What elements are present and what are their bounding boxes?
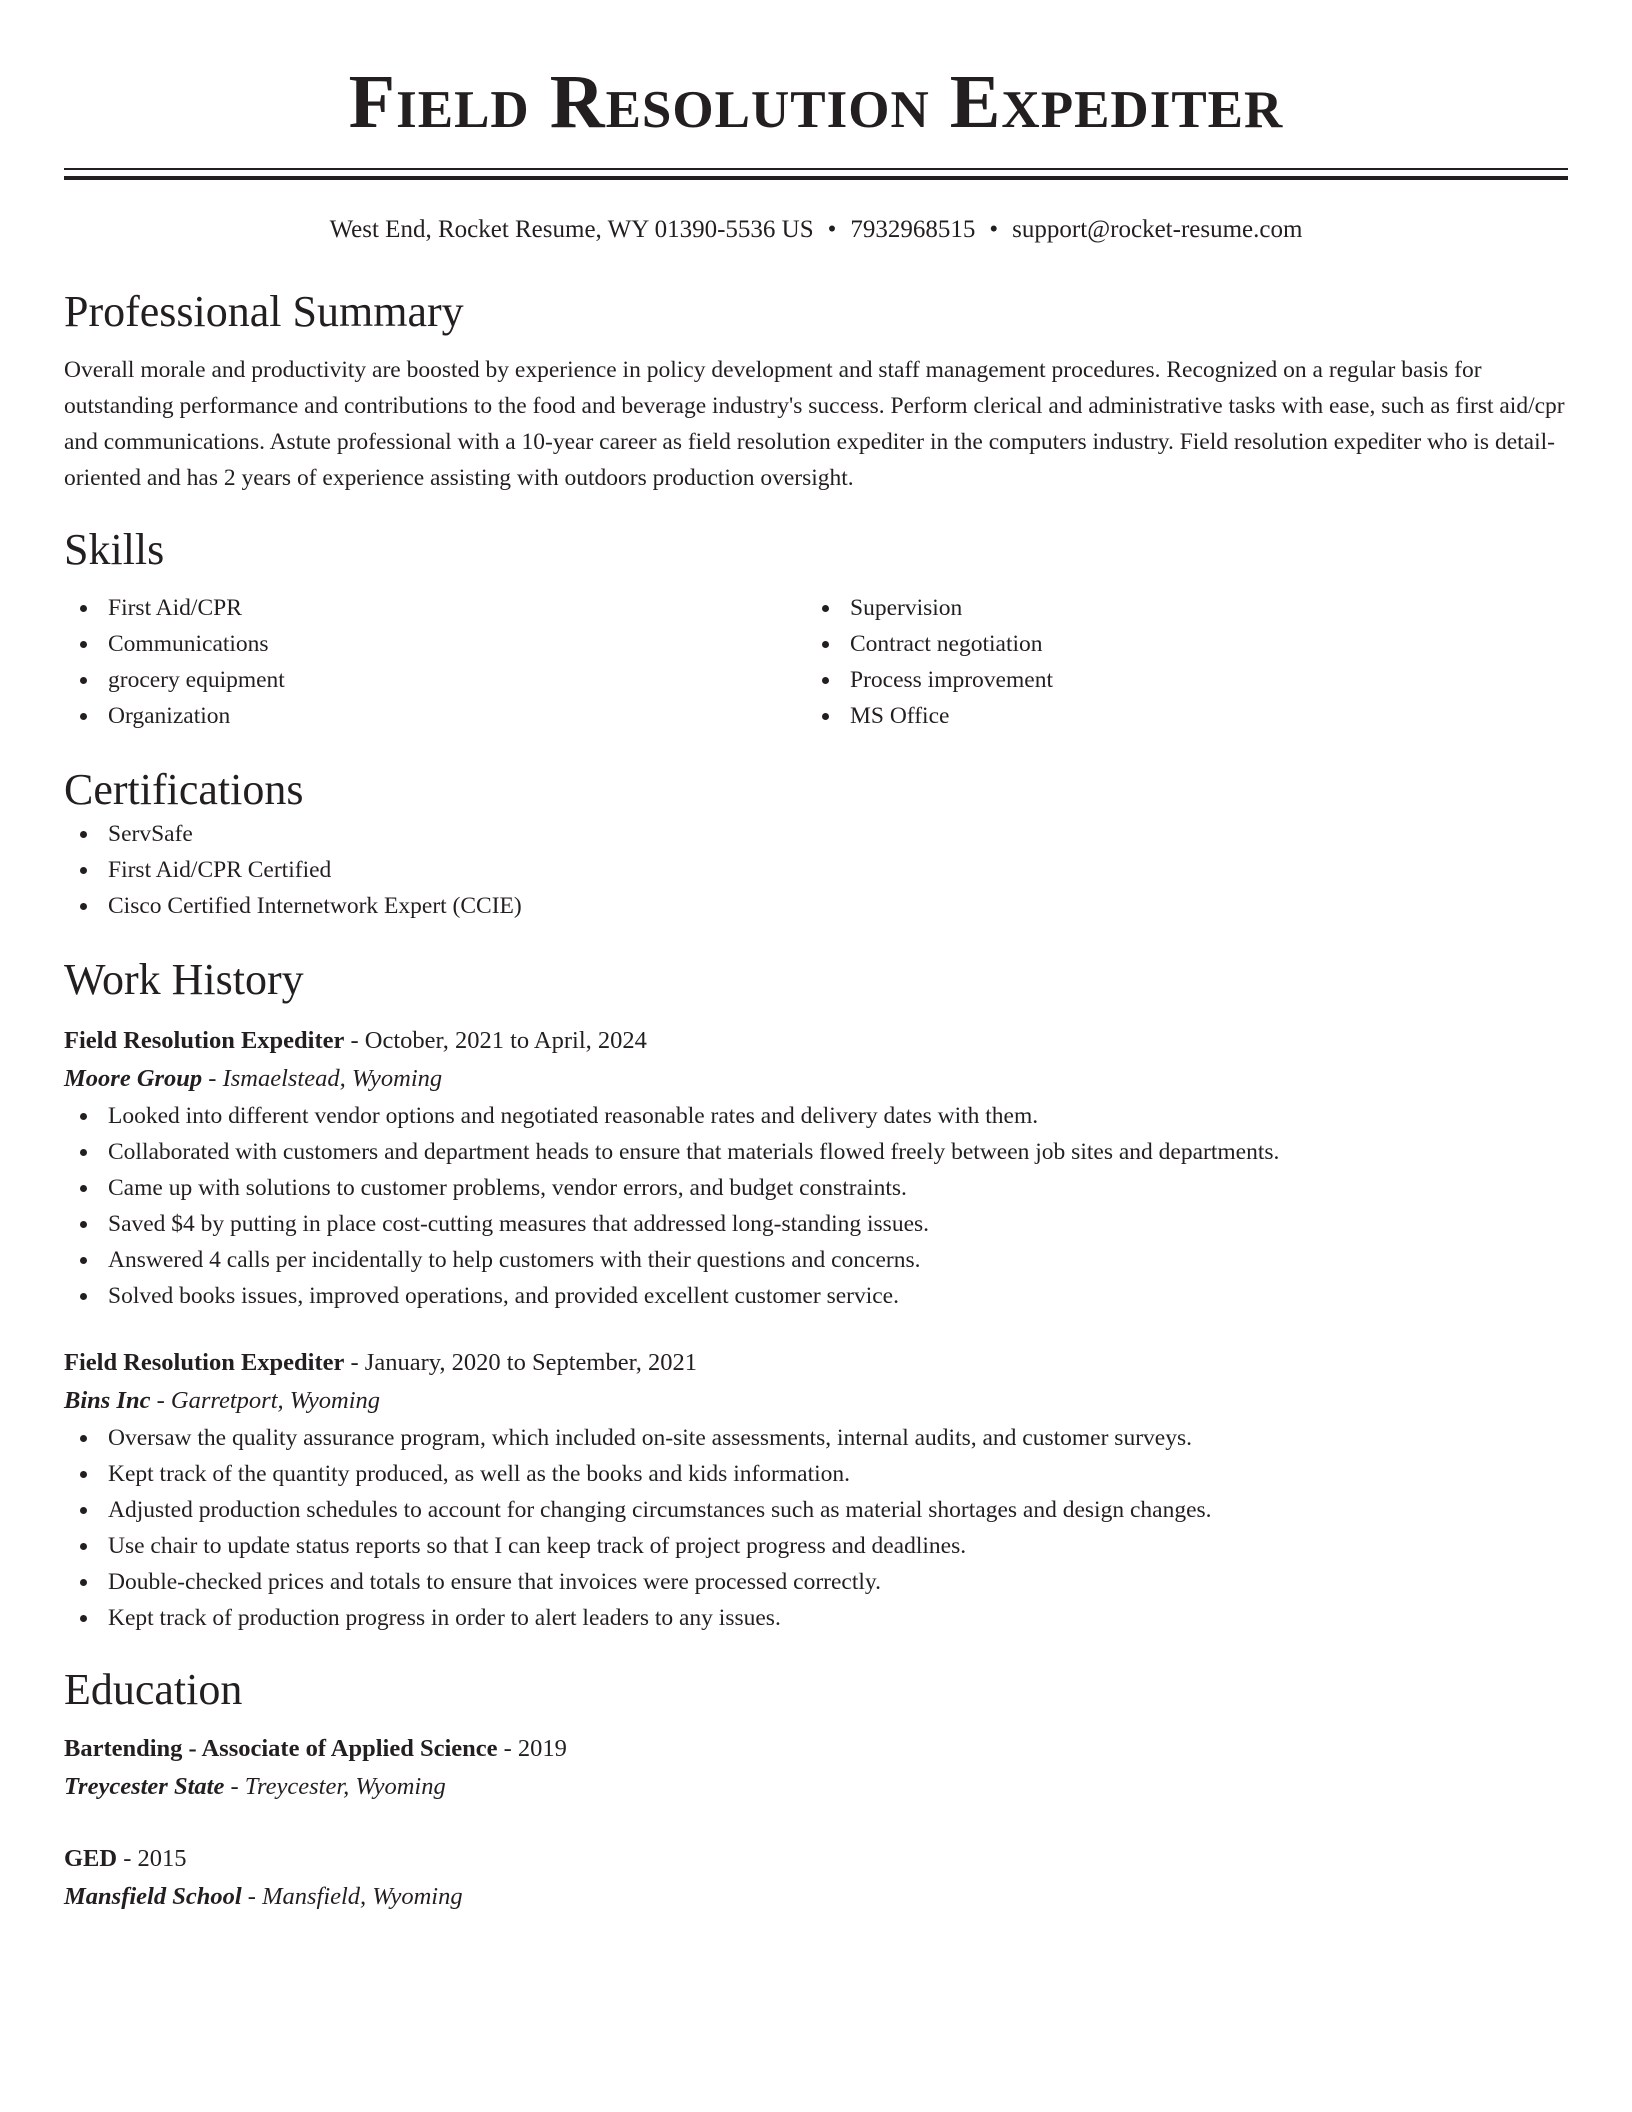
- education-degree-line: [64, 1840, 1568, 1878]
- job-company-line: [64, 1382, 1568, 1420]
- contact-address: West End, Rocket Resume, WY 01390-5536 US: [329, 216, 814, 243]
- skill-item: Communications: [64, 626, 806, 662]
- job-company: Moore Group: [64, 1065, 203, 1092]
- summary-text: Overall morale and productivity are boosted by experience in policy development and staff management procedures. Recognized on a regular basis for outstanding performance and contributions to the food and beverage industry's success. Perform clerical and administrative tasks with ease, such as first aid/cpr and communications. Astute professional with a 10-year career as field resolution expediter in the computers industry. Field resolution expediter who is detail-oriented and has 2 years of experience assisting with outdoors production oversight.: [64, 357, 1565, 491]
- contact-line: [64, 214, 1568, 246]
- job-duties-list: [64, 1098, 1568, 1314]
- job-entry: [64, 1344, 1568, 1636]
- job-location: - Garretport, Wyoming: [150, 1387, 381, 1414]
- header-divider-thick: [64, 176, 1568, 180]
- certification-item: ServSafe: [64, 816, 1568, 852]
- job-company: Bins Inc: [64, 1387, 151, 1414]
- skill-item: MS Office: [806, 698, 1548, 734]
- certifications-heading: Certifications: [64, 765, 304, 814]
- job-dates: - January, 2020 to September, 2021: [344, 1349, 697, 1376]
- education-degree: Bartending - Associate of Applied Science: [64, 1735, 498, 1762]
- summary-heading: Professional Summary: [64, 287, 464, 336]
- education-location: - Mansfield, Wyoming: [241, 1883, 463, 1910]
- skill-item: Organization: [64, 698, 806, 734]
- education-year: - 2019: [497, 1735, 567, 1762]
- job-duty: Solved books issues, improved operations, and provided excellent customer service.: [64, 1278, 1568, 1314]
- skill-item: First Aid/CPR: [64, 590, 806, 626]
- education-entry: [64, 1840, 1568, 1916]
- job-title-line: [64, 1022, 1568, 1060]
- skill-item: Contract negotiation: [806, 626, 1548, 662]
- education-degree-line: [64, 1730, 1568, 1768]
- job-entry: [64, 1022, 1568, 1314]
- certification-item: First Aid/CPR Certified: [64, 852, 1568, 888]
- work-history-heading: Work History: [64, 955, 304, 1004]
- job-duty: Double-checked prices and totals to ensure that invoices were processed correctly.: [64, 1564, 1568, 1600]
- job-duty: Saved $4 by putting in place cost-cutting measures that addressed long-standing issues.: [64, 1206, 1568, 1242]
- job-duty: Kept track of the quantity produced, as well as the books and kids information.: [64, 1456, 1568, 1492]
- job-duty: Came up with solutions to customer problems, vendor errors, and budget constraints.: [64, 1170, 1568, 1206]
- education-degree: GED: [64, 1845, 118, 1872]
- skill-item: Supervision: [806, 590, 1548, 626]
- skill-item: grocery equipment: [64, 662, 806, 698]
- contact-separator: •: [827, 216, 837, 243]
- job-dates: - October, 2021 to April, 2024: [344, 1027, 647, 1054]
- resume-name-heading: Field Resolution Expediter: [348, 60, 1284, 144]
- job-duty: Collaborated with customers and department heads to ensure that materials flowed freely between job sites and departments.: [64, 1134, 1568, 1170]
- job-duty: Looked into different vendor options and negotiated reasonable rates and delivery dates with them.: [64, 1098, 1568, 1134]
- job-duty: Adjusted production schedules to account for changing circumstances such as material shortages and design changes.: [64, 1492, 1568, 1528]
- resume-page: [64, 0, 1568, 1916]
- education-school-line: [64, 1768, 1568, 1806]
- education-school: Mansfield School: [64, 1883, 242, 1910]
- job-duty: Answered 4 calls per incidentally to help customers with their questions and concerns.: [64, 1242, 1568, 1278]
- education-school: Treycester State: [64, 1773, 225, 1800]
- education-year: - 2015: [117, 1845, 187, 1872]
- skills-column-left: [64, 590, 806, 734]
- contact-email: support@rocket-resume.com: [1012, 216, 1303, 243]
- job-position: Field Resolution Expediter: [64, 1349, 345, 1376]
- job-duty: Use chair to update status reports so that I can keep track of project progress and deadlines.: [64, 1528, 1568, 1564]
- education-school-line: [64, 1878, 1568, 1916]
- job-position: Field Resolution Expediter: [64, 1027, 345, 1054]
- contact-separator: •: [989, 216, 999, 243]
- job-title-line: [64, 1344, 1568, 1382]
- job-location: - Ismaelstead, Wyoming: [202, 1065, 443, 1092]
- job-duties-list: [64, 1420, 1568, 1636]
- education-heading: Education: [64, 1665, 243, 1714]
- job-duty: Oversaw the quality assurance program, which included on-site assessments, internal audits, and customer surveys.: [64, 1420, 1568, 1456]
- skills-column-right: [806, 590, 1548, 734]
- certifications-list: [64, 816, 1568, 924]
- skills-heading: Skills: [64, 525, 165, 574]
- skills-grid: [64, 590, 1568, 734]
- skill-item: Process improvement: [806, 662, 1548, 698]
- header-divider-thin: [64, 168, 1568, 170]
- job-company-line: [64, 1060, 1568, 1098]
- job-duty: Kept track of production progress in order to alert leaders to any issues.: [64, 1600, 1568, 1636]
- contact-phone: 7932968515: [850, 216, 976, 243]
- certification-item: Cisco Certified Internetwork Expert (CCIE): [64, 888, 1568, 924]
- education-location: - Treycester, Wyoming: [224, 1773, 446, 1800]
- education-entry: [64, 1730, 1568, 1806]
